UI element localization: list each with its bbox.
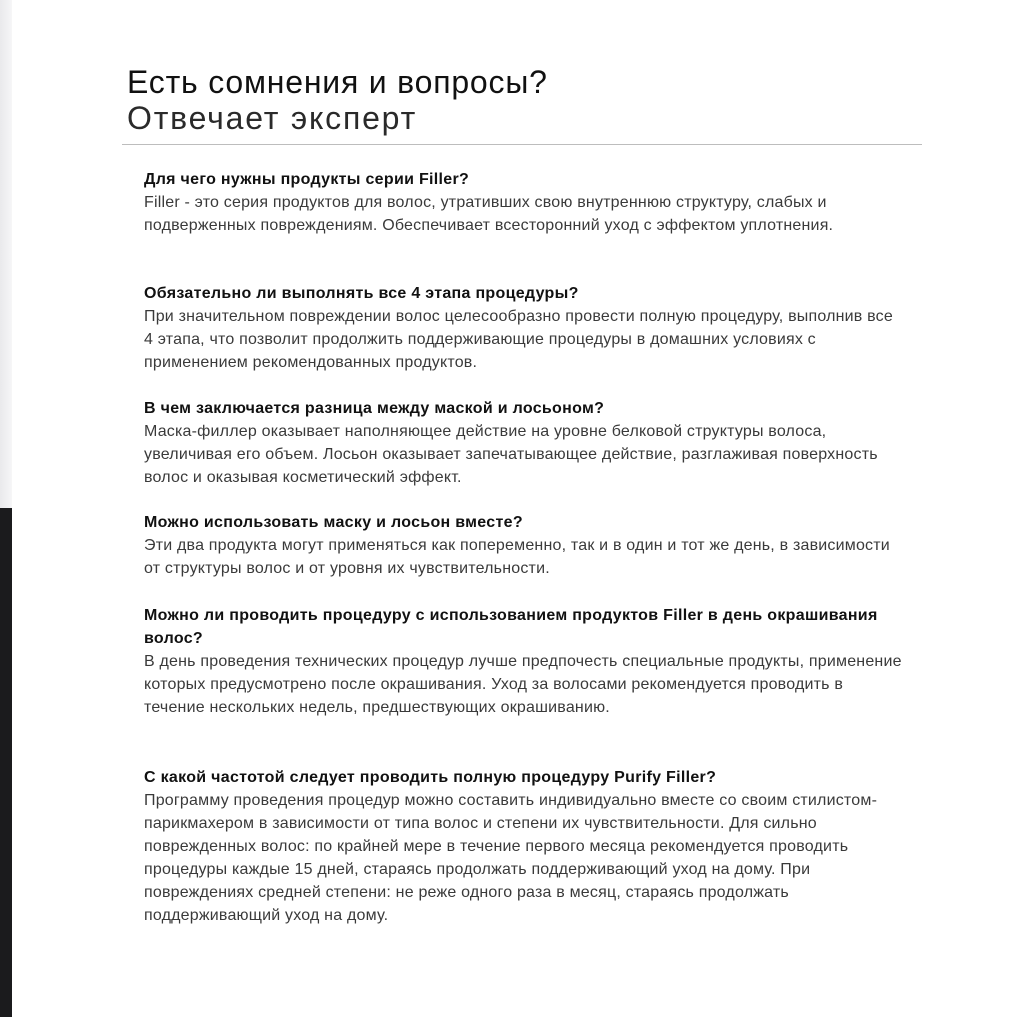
faq-item bbox=[144, 397, 904, 489]
faq-item bbox=[144, 282, 904, 397]
header-divider bbox=[122, 144, 922, 145]
faq-answer: Маска-филлер оказывает наполняющее действие на уровне белковой структуры волоса, увеличивая его объем. Лосьон оказывает запечатывающее действие, разглаживая поверхность волос и оказывая косметический эффект. bbox=[144, 423, 878, 486]
faq-answer: Эти два продукта могут применяться как попеременно, так и в один и тот же день, в зависимости от структуры волос и от уровня их чувствительности. bbox=[144, 537, 890, 577]
faq-question: С какой частотой следует проводить полную процедуру Purify Filler? bbox=[144, 769, 717, 786]
faq-question: Можно использовать маску и лосьон вместе? bbox=[144, 514, 523, 531]
page-subtitle: Отвечает эксперт bbox=[127, 100, 418, 136]
faq-question: В чем заключается разница между маской и лосьоном? bbox=[144, 400, 605, 417]
faq-item bbox=[144, 766, 904, 927]
page-title: Есть сомнения и вопросы? bbox=[127, 64, 548, 100]
faq-item bbox=[144, 168, 904, 262]
faq-list bbox=[144, 168, 904, 927]
faq-question: Для чего нужны продукты серии Filler? bbox=[144, 171, 470, 188]
faq-answer: Filler - это серия продуктов для волос, утративших свою внутреннюю структуру, слабых и подверженных повреждениям. Обеспечивает всесторонний уход с эффектом уплотнения. bbox=[144, 194, 834, 234]
faq-answer: Программу проведения процедур можно составить индивидуально вместе со своим стилистом-парикмахером в зависимости от типа волос и степени их чувствительности. Для сильно поврежденных волос: по крайней мере в течение первого месяца рекомендуется проводить процедуры каждые 15 дней, стараясь продолжать поддерживающий уход на дому. При повреждениях средней степени: не реже одного раза в месяц, стараясь продолжать поддерживающий уход на дому. bbox=[144, 792, 878, 924]
faq-answer: При значительном повреждении волос целесообразно провести полную процедуру, выполнив все 4 этапа, что позволит продолжить поддерживающие процедуры в домашних условиях с применением рекомендованных продуктов. bbox=[144, 308, 893, 371]
faq-question: Обязательно ли выполнять все 4 этапа процедуры? bbox=[144, 285, 579, 302]
page-header bbox=[127, 64, 927, 136]
faq-question: Можно ли проводить процедуру с использованием продуктов Filler в день окрашивания волос? bbox=[144, 607, 878, 647]
left-edge-strip bbox=[0, 0, 12, 508]
faq-item bbox=[144, 604, 904, 742]
left-dark-bar bbox=[0, 508, 12, 1017]
faq-item bbox=[144, 511, 904, 580]
faq-answer: В день проведения технических процедур лучше предпочесть специальные продукты, применение которых предусмотрено после окрашивания. Уход за волосами рекомендуется проводить в течение нескольких недель, предшествующих окрашиванию. bbox=[144, 653, 902, 716]
